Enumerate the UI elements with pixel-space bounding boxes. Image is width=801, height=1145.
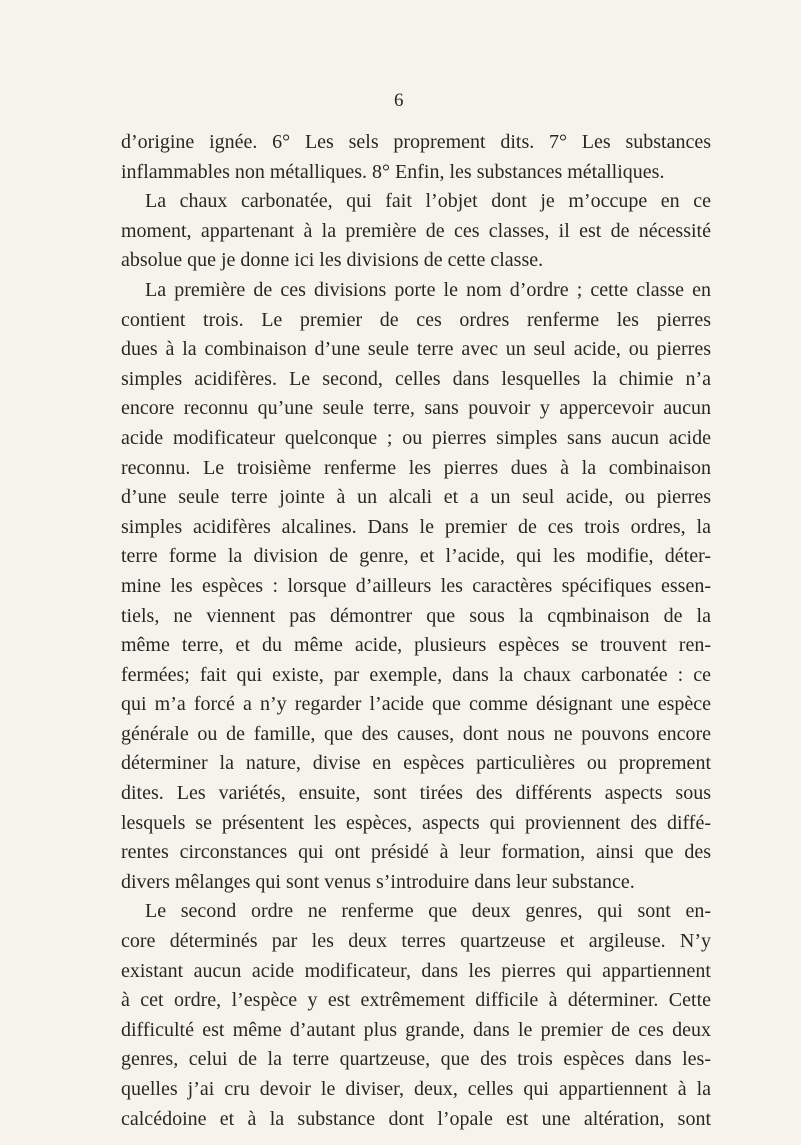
text-line: acide modificateur quelconque ; ou pierres simples sans aucun acide (121, 426, 711, 449)
text-line: dues à la combinaison d’une seule terre avec un seul acide, ou pierres (121, 338, 711, 361)
text-line: à cet ordre, l’espèce y est extrêmement difficile à déterminer. Cette (121, 989, 711, 1012)
text-line: générale ou de famille, que des causes, dont nous ne pouvons encore (121, 722, 711, 745)
text-line: core déterminés par les deux terres quartzeuse et argileuse. N’y (121, 930, 711, 953)
text-line: d’origine ignée. 6° Les sels proprement dits. 7° Les substances (121, 131, 711, 153)
text-line: déterminer la nature, divise en espèces particulières ou proprement (121, 752, 711, 775)
text-line: fermées; fait qui existe, par exemple, dans la chaux carbonatée : ce (121, 663, 711, 686)
text-line: contient trois. Le premier de ces ordres renferme les pierres (121, 308, 711, 331)
text-line: La première de ces divisions porte le nom d’ordre ; cette classe en (145, 278, 711, 301)
text-line: Le second ordre ne renferme que deux genres, qui sont en- (145, 900, 711, 923)
text-line: même terre, et du même acide, plusieurs espèces se trouvent ren- (121, 634, 711, 657)
text-line: encore reconnu qu’une seule terre, sans pouvoir y appercevoir aucun (121, 397, 711, 420)
text-line: simples acidifères alcalines. Dans le premier de ces trois ordres, la (121, 515, 711, 538)
text-line: inflammables non métalliques. 8° Enfin, les substances métalliques. (121, 160, 665, 183)
text-line: absolue que je donne ici les divisions de cette classe. (121, 249, 544, 272)
text-line: d’une seule terre jointe à un alcali et a un seul acide, ou pierres (121, 486, 711, 509)
text-line: genres, celui de la terre quartzeuse, que des trois espèces dans les- (121, 1048, 711, 1071)
text-line: quelles j’ai cru devoir le diviser, deux, celles qui appartiennent à la (121, 1078, 711, 1100)
page-number: 6 (394, 90, 405, 111)
text-line: existant aucun acide modificateur, dans les pierres qui appartiennent (121, 959, 711, 982)
text-line: moment, appartenant à la première de ces classes, il est de nécessité (121, 219, 711, 242)
text-line: rentes circonstances qui ont présidé à leur formation, ainsi que des (121, 841, 711, 864)
text-line: mine les espèces : lorsque d’ailleurs les caractères spécifiques essen- (121, 574, 711, 597)
text-line: dites. Les variétés, ensuite, sont tirées des différents aspects sous (121, 782, 711, 805)
text-line: reconnu. Le troisième renferme les pierres dues à la combinaison (121, 456, 711, 479)
text-line: calcédoine et à la substance dont l’opale est une altération, sont (121, 1107, 711, 1130)
body-text (121, 128, 711, 1134)
text-line: qui m’a forcé a n’y regarder l’acide que comme désignant une espèce (121, 693, 711, 716)
text-line: terre forme la division de genre, et l’acide, qui les modifie, déter- (121, 545, 711, 568)
text-line: lesquels se présentent les espèces, aspects qui proviennent des diffé- (121, 811, 711, 834)
text-line: divers mêlanges qui sont venus s’introduire dans leur substance. (121, 870, 635, 893)
text-line: difficulté est même d’autant plus grande, dans le premier de ces deux (121, 1018, 711, 1041)
text-line: La chaux carbonatée, qui fait l’objet dont je m’occupe en ce (145, 190, 711, 213)
text-line: tiels, ne viennent pas démontrer que sous la cqmbinaison de la (121, 604, 711, 627)
text-line: simples acidifères. Le second, celles dans lesquelles la chimie n’a (121, 367, 711, 390)
